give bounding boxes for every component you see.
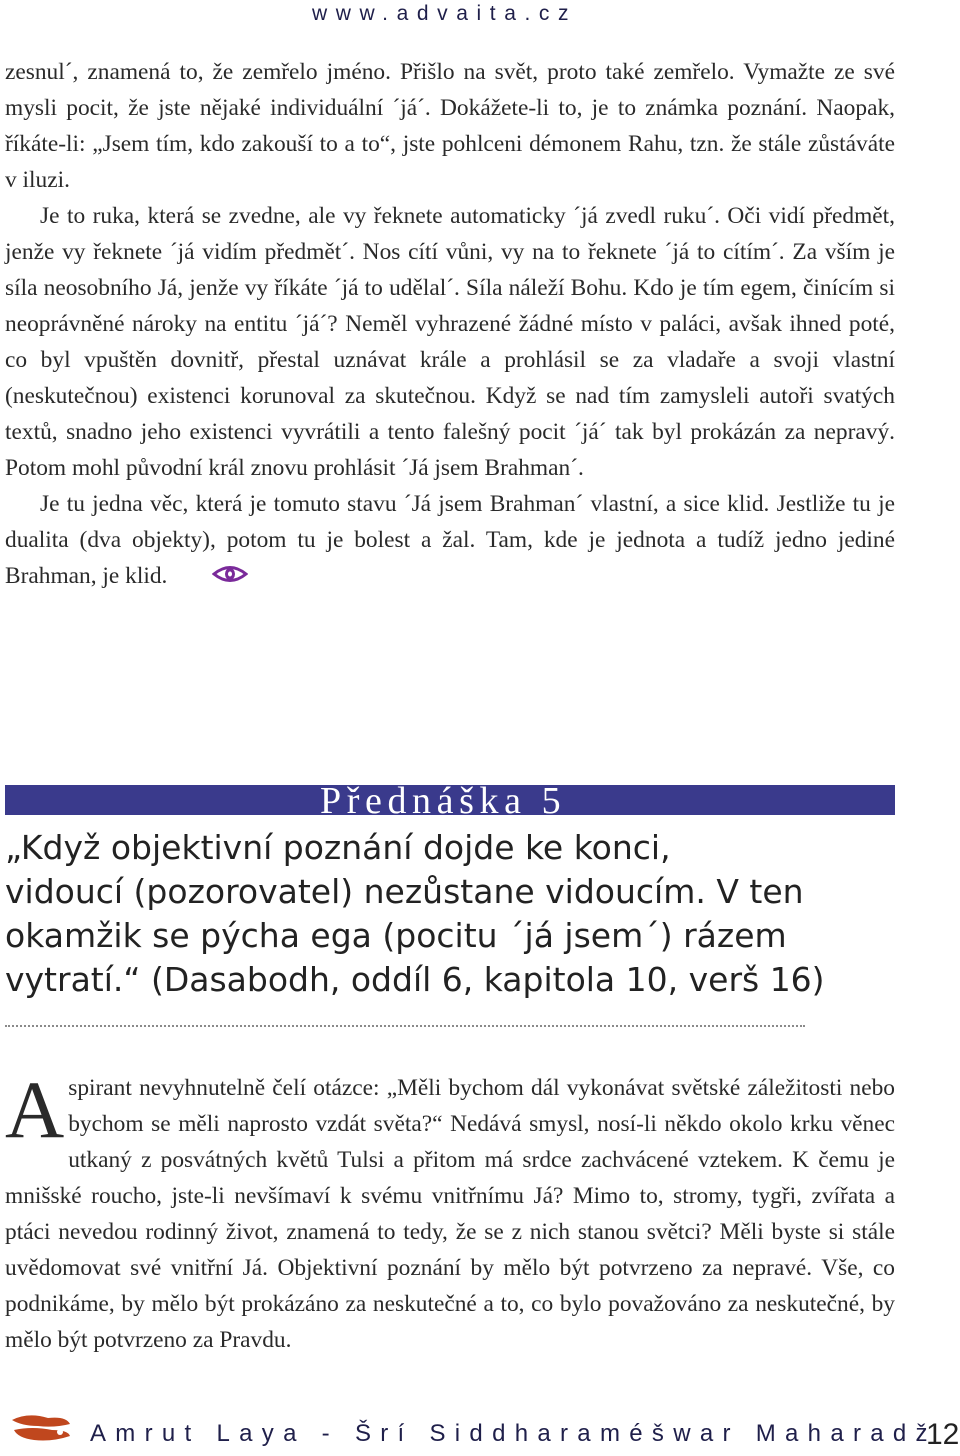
book-logo-icon — [8, 1412, 74, 1453]
eye-icon — [177, 560, 248, 596]
paragraph-1: zesnul´, znamená to, že zemřelo jméno. Přišlo na svět, proto také zemřelo. Vymažte ze své mysli pocit, že jste nějaké individuální ´já´. Dokážete-li to, je to známka poznání. Naopak, říkáte-li: „Jsem tím, kdo zakouší to a to“, jste pohlceni démonem Rahu, tzn. že stále zůstáváte v iluzi. — [5, 59, 895, 193]
paragraph-3-text: Je tu jedna věc, která je tomuto stavu ´Já jsem Brahman´ vlastní, a sice klid. Jestliže tu je dualita (dva objekty), potom tu je bolest a žal. Tam, kde je jednota a tudíž jedno jediné Brahman, je klid. — [5, 491, 895, 589]
paragraph-3 — [5, 486, 895, 596]
paragraph-2: Je to ruka, která se zvedne, ale vy řeknete automaticky ´já zvedl ruku´. Oči vidí předmět, jenže vy řeknete ´já vidím předmět´. Nos cítí vůni, vy na to řeknete ´já to cítím´. Za vším je síla neosobního Já, jenže vy říkáte ´já to udělal´. Síla náleží Bohu. Kdo je tím egem, činícím si neoprávněné nároky na entitu ´já´? Neměl vyhrazené žádné místo v paláci, avšak ihned poté, co byl vpuštěn dovnitř, přestal uznávat krále a prohlásil se za vladaře a svoji vlastní (neskutečnou) existenci korunoval za skutečnou. Když se nad tím zamysleli autoři svatých textů, snadno jeho existenci vyvrátili a tento falešný pocit ´já´ tak byl prokázán za nepravý. Potom mohl původní král znovu prohlásit ´Já jsem Brahman´. — [5, 203, 895, 481]
paragraph-4-text: spirant nevyhnutelně čelí otázce: „Měli bychom dál vykonávat světské záležitosti nebo bychom se měli naprosto vzdát světa?“ Nedává smysl, nosí-li někdo okolo krku věnec utkaný z posvátných květů Tulsi a přitom má srdce zachvácené vztekem. K čemu je mnišské roucho, jste-li nevšímaví k svému vnitřnímu Já? Mimo to, stromy, tygři, zvířata a ptáci nevedou rodinný život, znamená to tedy, že se z nich stanou světci? Měli byste si stále uvědomovat své vnitřní Já. Objektivní poznání by mělo být potvrzeno za nepravé. Vše, co podnikáme, by mělo být prokázáno za neskutečné a to, co bylo považováno za neskutečné, by mělo být potvrzeno za Pravdu. — [5, 1075, 895, 1353]
quote-line: okamžik se pýcha ega (pocitu ´já jsem´) rázem — [5, 916, 787, 955]
quote-line: vidoucí (pozorovatel) nezůstane vidoucím. V ten — [5, 872, 804, 911]
lecture-title: Přednáška 5 — [320, 785, 567, 815]
page-number: 12 — [926, 1418, 960, 1451]
lecture-heading-bar — [5, 785, 895, 815]
paragraph-4 — [5, 1064, 895, 1358]
top-text-block — [5, 54, 895, 596]
quote-line: vytratí.“ (Dasabodh, oddíl 6, kapitola 10, verš 16) — [5, 960, 825, 999]
drop-cap: A — [5, 1064, 65, 1155]
bottom-text-block — [5, 1064, 895, 1358]
quote-block — [5, 826, 905, 1002]
quote-line: „Když objektivní poznání dojde ke konci, — [5, 828, 671, 867]
footer-book-title: Amrut Laya - Šrí Siddharaméšwar Maharadž — [90, 1420, 937, 1447]
dotted-divider — [5, 1025, 805, 1027]
site-header[interactable]: www.advaita.cz — [312, 2, 578, 25]
